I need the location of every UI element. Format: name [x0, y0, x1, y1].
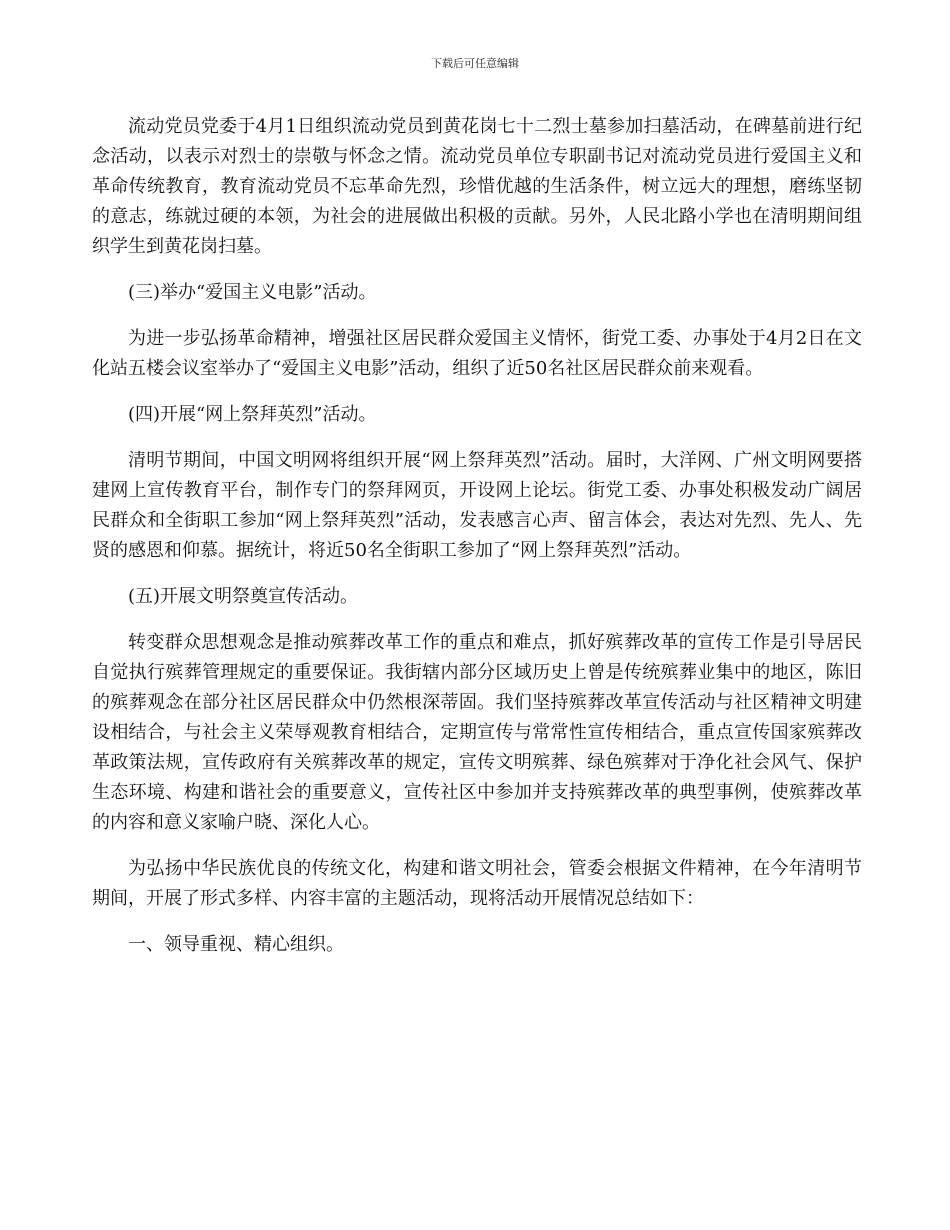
- paragraph-patriotic-film: 为进一步弘扬革命精神，增强社区居民群众爱国主义情怀，街党工委、办事处于4月2日在文化站五楼会议室举办了“爱国主义电影”活动，组织了近50名社区居民群众前来观看。: [92, 328, 862, 379]
- section-heading-civilized-memorial: (五)开展文明祭奠宣传活动。: [128, 586, 359, 607]
- section-heading-patriotic-film: (三)举办“爱国主义电影”活动。: [128, 282, 377, 303]
- paragraph-online-tribute: 清明节期间，中国文明网将组织开展“网上祭拜英烈”活动。届时，大洋网、广州文明网要搭建网上宣传教育平台，制作专门的祭拜网页，开设网上论坛。街党工委、办事处积极发动广阔居民群众和全街职工参加“网上祭拜英烈”活动，发表感言心声、留言体会，表达对先烈、先人、先贤的感恩和仰慕。据统计，将近50名全街职工参加了“网上祭拜英烈”活动。: [92, 450, 862, 561]
- section-heading-online-tribute: (四)开展“网上祭拜英烈”活动。: [128, 404, 377, 425]
- page-header: 下载后可任意编辑: [431, 57, 519, 70]
- paragraph-summary-intro: 为弘扬中华民族优良的传统文化，构建和谐文明社会，管委会根据文件精神，在今年清明节期间，开展了形式多样、内容丰富的主题活动，现将活动开展情况总结如下：: [92, 858, 862, 909]
- document-body: [92, 112, 862, 976]
- paragraph-funeral-reform: 转变群众思想观念是推动殡葬改革工作的重点和难点，抓好殡葬改革的宣传工作是引导居民自觉执行殡葬管理规定的重要保证。我街辖内部分区域历史上曾是传统殡葬业集中的地区，陈旧的殡葬观念在部分社区居民群众中仍然根深蒂固。我们坚持殡葬改革宣传活动与社区精神文明建设相结合，与社会主义荣辱观教育相结合，定期宣传与常常性宣传相结合，重点宣传国家殡葬改革政策法规，宣传政府有关殡葬改革的规定，宣传文明殡葬、绿色殡葬对于净化社会风气、保护生态环境、构建和谐社会的重要意义，宣传社区中参加并支持殡葬改革的典型事例，使殡葬改革的内容和意义家喻户晓、深化人心。: [92, 632, 862, 833]
- section-heading-leadership: 一、领导重视、精心组织。: [128, 934, 344, 955]
- paragraph-tomb-sweeping: 流动党员党委于4月1日组织流动党员到黄花岗七十二烈士墓参加扫墓活动，在碑墓前进行纪念活动，以表示对烈士的崇敬与怀念之情。流动党员单位专职副书记对流动党员进行爱国主义和革命传统教育，教育流动党员不忘革命先烈，珍惜优越的生活条件，树立远大的理想，磨练坚韧的意志，练就过硬的本领，为社会的进展做出积极的贡献。另外，人民北路小学也在清明期间组织学生到黄花岗扫墓。: [92, 116, 862, 257]
